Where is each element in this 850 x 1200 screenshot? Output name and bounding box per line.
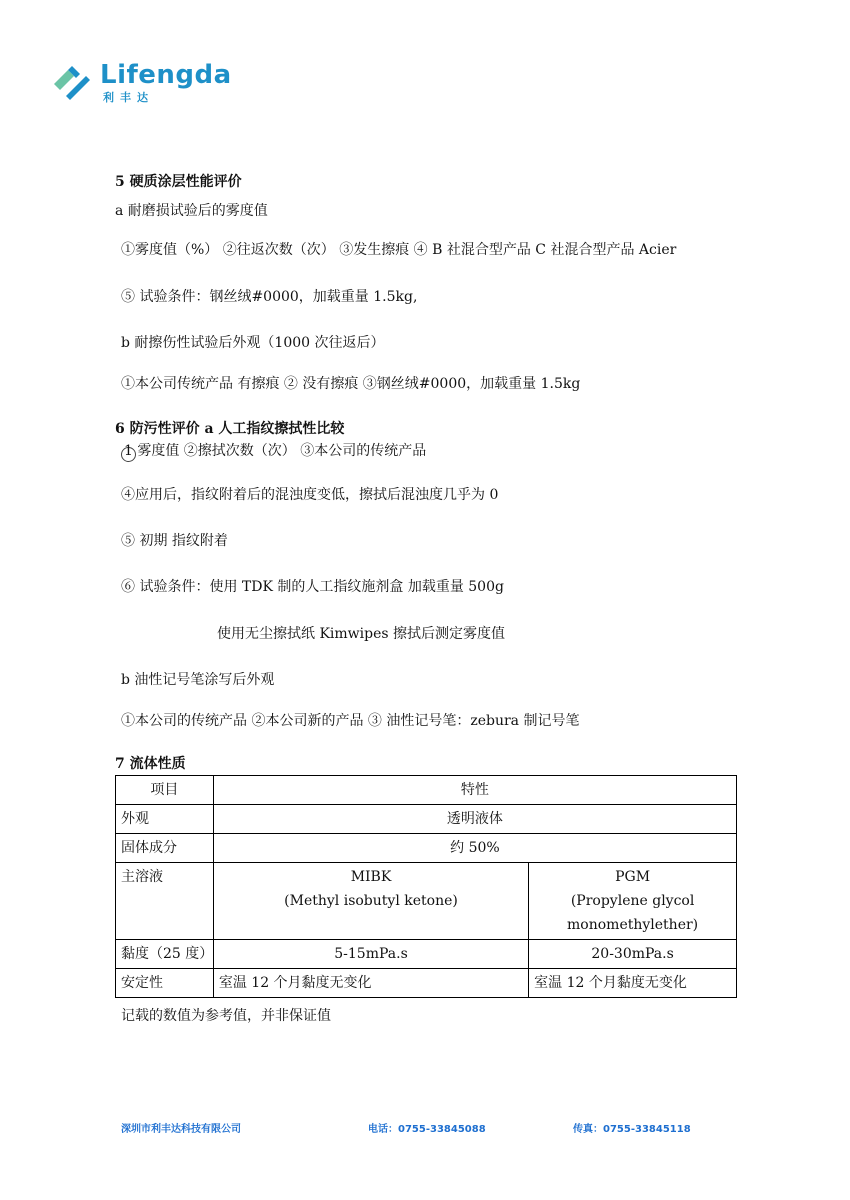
table-cell-solvent-a	[213, 863, 528, 940]
table-row	[116, 834, 737, 863]
fluid-properties-table	[115, 775, 737, 998]
section5b-legend: ①本公司传统产品 有擦痕 ② 没有擦痕 ③钢丝绒#0000，加载重量 1.5kg	[121, 376, 581, 392]
table-row	[116, 863, 737, 940]
section5b-title: b 耐擦伤性试验后外观（1000 次往返后）	[121, 335, 385, 351]
company-logo	[50, 58, 232, 108]
logo-mark-icon	[50, 58, 96, 104]
section6b-title: b 油性记号笔涂写后外观	[121, 672, 275, 688]
section5a-title: a 耐磨损试验后的雾度值	[115, 203, 268, 219]
footer-fax: 传真：0755-33845118	[573, 1124, 691, 1135]
footer-phone: 电话：0755-33845088	[368, 1124, 486, 1135]
table-cell: 固体成分	[116, 834, 214, 863]
table-cell: 20-30mPa.s	[529, 940, 737, 969]
reference-note: 记载的数值为参考值，并非保证值	[121, 1008, 331, 1024]
table-cell: 安定性	[116, 969, 214, 998]
section6a-note: ④应用后，指纹附着后的混浊度变低，擦拭后混浊度几乎为 0	[121, 487, 499, 503]
table-cell: 黏度（25 度）	[116, 940, 214, 969]
section5a-legend: ①雾度值（%） ②往返次数（次） ③发生擦痕 ④ B 社混合型产品 C 社混合型产品 Acier	[121, 242, 677, 258]
section6a-conditions: ⑥ 试验条件：使用 TDK 制的人工指纹施剂盒 加载重量 500g	[121, 579, 504, 595]
section6-heading: 6 防污性评价 a 人工指纹擦拭性比较	[115, 421, 345, 437]
section5-heading: 5 硬质涂层性能评价	[115, 174, 242, 190]
section6b-legend: ①本公司的传统产品 ②本公司新的产品 ③ 油性记号笔：zebura 制记号笔	[121, 713, 580, 729]
table-row	[116, 940, 737, 969]
table-row	[116, 969, 737, 998]
solvent-a-full: (Methyl isobutyl ketone)	[284, 893, 458, 909]
table-cell: 5-15mPa.s	[213, 940, 528, 969]
table-cell: 室温 12 个月黏度无变化	[529, 969, 737, 998]
footer-company: 深圳市利丰达科技有限公司	[121, 1124, 241, 1135]
section6a-legend: 1 雾度值 ②擦拭次数（次） ③本公司的传统产品	[124, 443, 427, 459]
table-cell: 外观	[116, 805, 214, 834]
table-cell: 主溶液	[116, 863, 214, 940]
table-cell: 约 50%	[213, 834, 736, 863]
solvent-a-name: MIBK	[350, 869, 392, 885]
solvent-b-name: PGM	[615, 869, 651, 885]
section6a-initial: ⑤ 初期 指纹附着	[121, 533, 228, 549]
logo-wordmark: Lifengda	[100, 60, 232, 90]
table-row	[116, 776, 737, 805]
table-row	[116, 805, 737, 834]
logo-subtitle: 利丰达	[103, 91, 154, 104]
table-header-property: 特性	[213, 776, 736, 805]
table-cell: 室温 12 个月黏度无变化	[213, 969, 528, 998]
section5a-conditions: ⑤ 试验条件：钢丝绒#0000，加载重量 1.5kg,	[121, 289, 418, 305]
solvent-b-full-1: (Propylene glycol	[570, 893, 695, 909]
table-header-item: 项目	[116, 776, 214, 805]
solvent-b-full-2: monomethylether)	[567, 917, 699, 933]
table-cell: 透明液体	[213, 805, 736, 834]
section6a-conditions-cont: 使用无尘擦拭纸 Kimwipes 擦拭后测定雾度值	[217, 626, 506, 642]
section7-heading: 7 流体性质	[115, 756, 186, 772]
table-cell-solvent-b	[529, 863, 737, 940]
